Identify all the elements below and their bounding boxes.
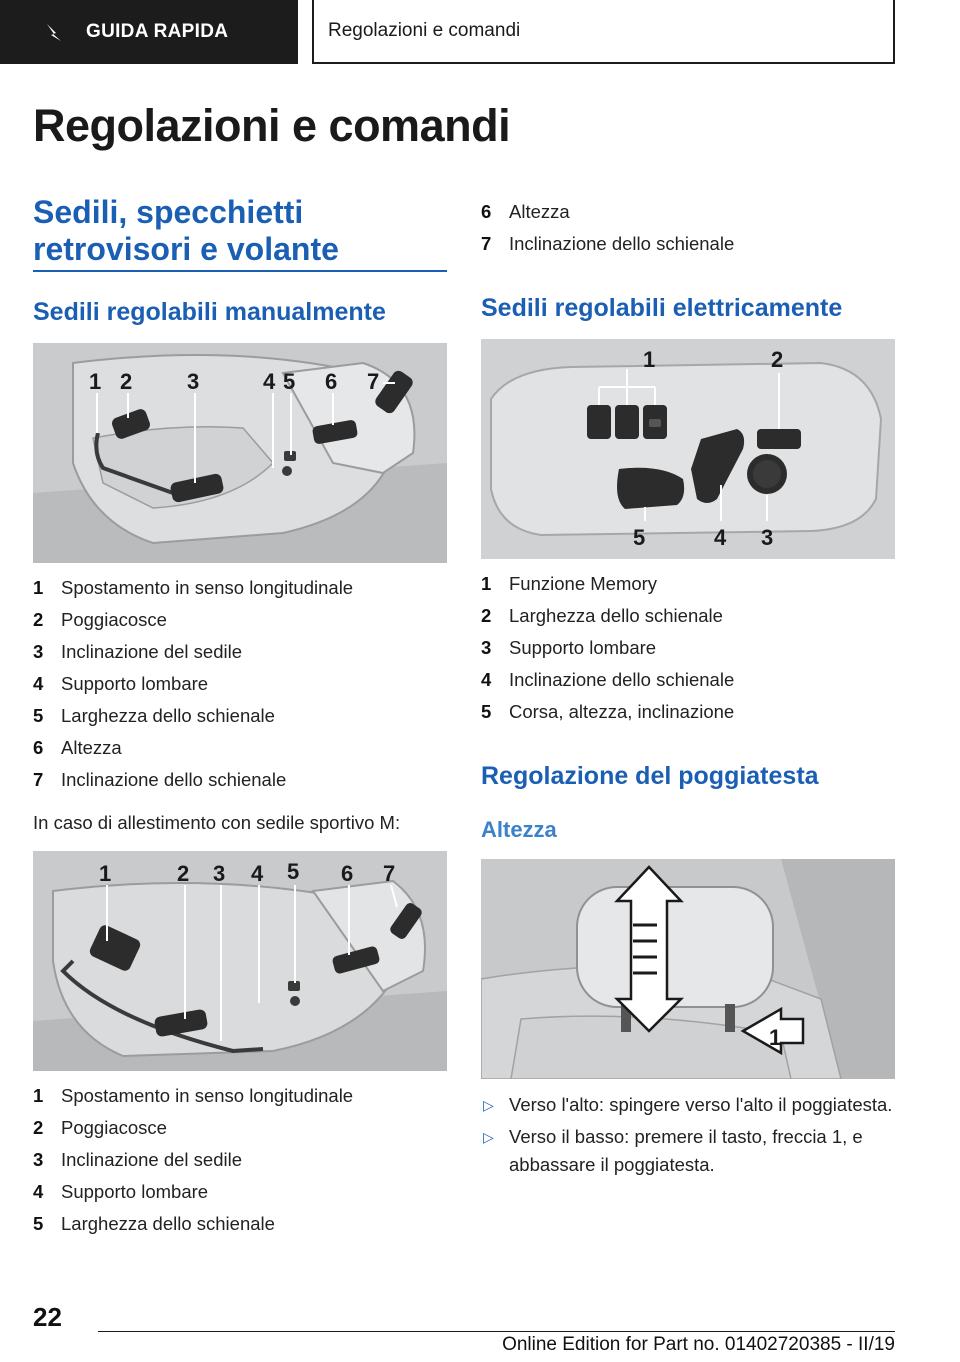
fig3-label-2: 2	[771, 347, 784, 372]
sport-seat-legend-continued	[481, 196, 895, 260]
list-item: 2 Poggiacosce	[33, 609, 167, 630]
list-item: 1 Funzione Memory	[481, 573, 658, 594]
fig2-label-5: 5	[287, 859, 300, 884]
list-item: 4 Supporto lombare	[33, 673, 209, 694]
electric-seat-legend	[481, 568, 895, 728]
list-item: 4 Inclinazione dello schienale	[481, 669, 735, 690]
header-chapter	[312, 0, 895, 64]
subheading-headrest: Regolazione del poggiatesta	[481, 762, 819, 790]
manual-seat-legend	[33, 572, 447, 796]
list-item: 6 Altezza	[33, 737, 122, 758]
fig1-label-4: 4	[263, 369, 276, 394]
section-divider	[33, 270, 447, 272]
list-item: 7 Inclinazione dello schienale	[481, 233, 735, 254]
list-item: ▷ Verso il basso: premere il tasto, freccia 1, e abbassare il poggiatesta.	[481, 1123, 895, 1179]
sport-seat-note: In caso di allestimento con sedile sportivo M:	[33, 812, 401, 833]
fig3-label-1: 1	[643, 347, 656, 372]
fig3-label-5: 5	[633, 525, 646, 550]
bullet-triangle-icon: ▷	[483, 1097, 494, 1113]
header-chapter-label: Regolazioni e comandi	[328, 20, 521, 41]
fig1-label-7: 7	[367, 369, 380, 394]
headrest-instructions	[481, 1091, 895, 1183]
footer-edition: Online Edition for Part no. 01402720385 - II/19	[502, 1334, 895, 1355]
list-item: 3 Inclinazione del sedile	[33, 1149, 243, 1170]
list-item: ▷ Verso l'alto: spingere verso l'alto il poggiatesta.	[481, 1091, 895, 1119]
fig1-label-2: 2	[120, 369, 133, 394]
fig1-label-6: 6	[325, 369, 338, 394]
list-item: 4 Supporto lombare	[33, 1181, 209, 1202]
section-title	[33, 194, 447, 268]
fig3-label-3: 3	[761, 525, 774, 550]
subheading-manual-seats: Sedili regolabili manualmente	[33, 298, 386, 326]
page-number: 22	[33, 1302, 62, 1332]
list-item: 6 Altezza	[481, 201, 570, 222]
list-item: 2 Larghezza dello schienale	[481, 605, 723, 626]
fig2-label-1: 1	[99, 861, 112, 886]
header-tab-label: GUIDA RAPIDA	[86, 21, 229, 42]
quick-guide-bolt-icon	[44, 22, 64, 42]
list-item: 2 Poggiacosce	[33, 1117, 167, 1138]
fig3-label-4: 4	[714, 525, 727, 550]
list-item: 1 Spostamento in senso longitudinale	[33, 1085, 354, 1106]
list-item: 7 Inclinazione dello schienale	[33, 769, 287, 790]
list-item: 5 Larghezza dello schienale	[33, 705, 275, 726]
fig4-label-1: 1	[769, 1025, 782, 1050]
fig1-label-5: 5	[283, 369, 296, 394]
list-item: 5 Larghezza dello schienale	[33, 1213, 275, 1234]
fig2-label-4: 4	[251, 861, 264, 886]
subheading-height: Altezza	[481, 817, 557, 842]
fig2-label-7: 7	[383, 861, 396, 886]
list-item: 1 Spostamento in senso longitudinale	[33, 577, 354, 598]
figure-sport-seat	[33, 851, 447, 1071]
subheading-electric-seats: Sedili regolabili elettricamente	[481, 294, 843, 322]
list-item: 5 Corsa, altezza, inclinazione	[481, 701, 735, 722]
page-title: Regolazioni e comandi	[33, 100, 511, 151]
section-title-line1: Sedili, specchietti	[33, 194, 304, 230]
footer-divider	[98, 1331, 895, 1332]
figure-headrest	[481, 859, 895, 1079]
section-title-line2: retrovisori e volante	[33, 231, 339, 267]
bullet-triangle-icon: ▷	[483, 1129, 494, 1145]
list-item: 3 Inclinazione del sedile	[33, 641, 243, 662]
figure-electric-seat-controls	[481, 339, 895, 559]
fig2-label-3: 3	[213, 861, 226, 886]
figure-manual-seat	[33, 343, 447, 563]
fig1-label-1: 1	[89, 369, 102, 394]
fig2-label-2: 2	[177, 861, 190, 886]
fig1-label-3: 3	[187, 369, 200, 394]
header-tab[interactable]	[0, 0, 298, 64]
fig2-label-6: 6	[341, 861, 354, 886]
list-item: 3 Supporto lombare	[481, 637, 657, 658]
sport-seat-legend	[33, 1080, 447, 1240]
